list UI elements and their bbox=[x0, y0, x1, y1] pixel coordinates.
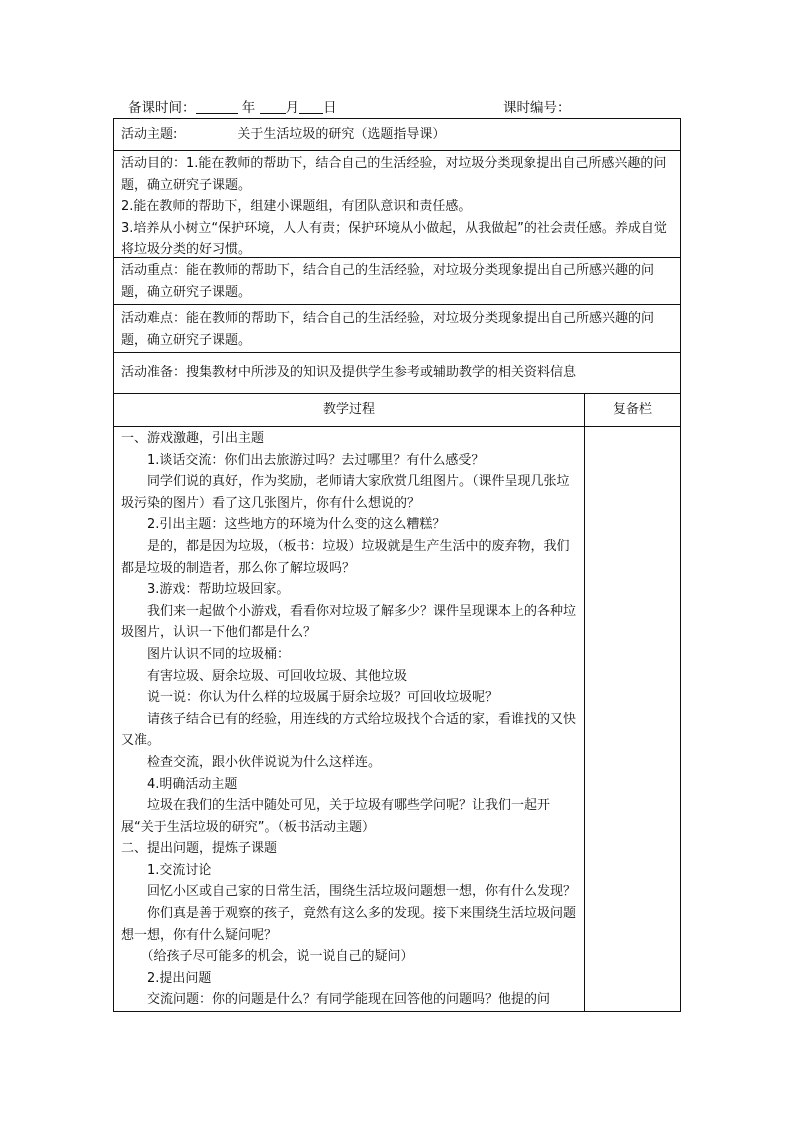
year-label: 年 bbox=[241, 100, 256, 116]
row-divider bbox=[114, 150, 680, 151]
teaching-process bbox=[121, 428, 579, 1011]
topic-value: 关于生活垃圾的研究（选题指导课） bbox=[237, 127, 446, 142]
paragraph: 1.交流讨论 bbox=[147, 862, 212, 878]
topic-label: 活动主题: bbox=[121, 127, 178, 142]
day-label: 日 bbox=[323, 100, 337, 116]
process-column-header: 教学过程 bbox=[322, 402, 375, 417]
paragraph: 说一说：你认为什么样的垃圾属于厨余垃圾？可回收垃圾呢？ bbox=[147, 690, 499, 706]
key-point-value: 能在教师的帮助下，结合自己的生活经验，对垃圾分类现象提出自己所感兴趣的问题，确立研究子课题。 bbox=[121, 263, 655, 300]
preparation-label: 活动准备： bbox=[121, 365, 187, 380]
goals-label: 活动目的： bbox=[121, 156, 187, 171]
column-divider bbox=[584, 393, 585, 1011]
paragraph: 3.游戏：帮助垃圾回家。 bbox=[147, 582, 290, 598]
goal-2: 2.能在教师的帮助下，组建小课题组，有团队意识和责任感。 bbox=[121, 199, 472, 215]
lesson-no-label: 课时编号： bbox=[503, 100, 571, 116]
section-heading: 二、提出问题，提炼子课题 bbox=[121, 841, 278, 857]
lesson-plan-table bbox=[113, 118, 681, 1012]
difficulty-row bbox=[121, 308, 673, 351]
paragraph: 2.引出主题：这些地方的环境为什么变的这么糟糕？ bbox=[147, 517, 446, 533]
row-divider bbox=[114, 426, 680, 427]
month-blank[interactable] bbox=[260, 99, 286, 114]
day-blank[interactable] bbox=[299, 99, 323, 114]
key-point-row bbox=[121, 260, 673, 303]
paragraph: 4.明确活动主题 bbox=[147, 776, 238, 792]
paragraph: 你们真是善于观察的孩子，竟然有这么多的发现。接下来围绕生活垃圾问题想一想，你有什么疑问呢？ bbox=[121, 906, 577, 943]
preparation-row bbox=[121, 362, 673, 384]
difficulty-value: 能在教师的帮助下，结合自己的生活经验，对垃圾分类现象提出自己所感兴趣的问题，确立研究子课题。 bbox=[121, 311, 655, 348]
paragraph: 有害垃圾、厨余垃圾、可回收垃圾、其他垃圾 bbox=[147, 668, 408, 684]
paragraph: 垃圾在我们的生活中随处可见，关于垃圾有哪些学问呢？让我们一起开展“关于生活垃圾的研究”。（板书活动主题） bbox=[121, 798, 551, 835]
header-line bbox=[128, 97, 648, 119]
paragraph: 我们来一起做个小游戏，看看你对垃圾了解多少？课件呈现课本上的各种垃圾图片，认识一下他们都是什么？ bbox=[121, 603, 577, 641]
preparation-value: 搜集教材中所涉及的知识及提供学生参考或辅助教学的相关资料信息 bbox=[186, 365, 577, 380]
paragraph: 回忆小区或自己家的日常生活，围绕生活垃圾问题想一想，你有什么发现？ bbox=[147, 884, 577, 900]
row-divider bbox=[114, 304, 680, 305]
section-heading: 一、游戏激趣，引出主题 bbox=[121, 431, 265, 446]
paragraph: 检查交流，跟小伙伴说说为什么这样连。 bbox=[147, 754, 382, 770]
goal-1: 1.能在教师的帮助下，结合自己的生活经验，对垃圾分类现象提出自己所感兴趣的问题，确立研究子课题。 bbox=[121, 156, 667, 193]
key-point-label: 活动重点： bbox=[121, 263, 187, 278]
paragraph: 同学们说的真好，作为奖励，老师请大家欣赏几组图片。（课件呈现几张垃圾污染的图片）看了这几张图片，你有什么想说的？ bbox=[121, 474, 570, 511]
paragraph: 1.谈话交流：你们出去旅游过吗？去过哪里？有什么感受？ bbox=[147, 452, 485, 468]
paragraph: 请孩子结合已有的经验，用连线的方式给垃圾找个合适的家，看谁找的又快又准。 bbox=[121, 711, 577, 749]
paragraph: 交流问题：你的问题是什么？有同学能现在回答他的问题吗？他提的问 bbox=[147, 992, 551, 1008]
topic-row bbox=[121, 124, 673, 146]
row-divider bbox=[114, 352, 680, 353]
prep-time-label: 备课时间： bbox=[128, 100, 196, 116]
year-blank[interactable] bbox=[196, 99, 238, 114]
goals-row bbox=[121, 153, 673, 261]
paragraph: （给孩子尽可能多的机会，说一说自己的疑问） bbox=[140, 949, 414, 965]
goal-3: 3.培养从小树立“保护环境，人人有责；保护环境从小做起，从我做起”的社会责任感。养成自觉将垃圾分类的好习惯。 bbox=[121, 220, 667, 258]
month-label: 月 bbox=[285, 100, 300, 116]
notes-column-header: 复备栏 bbox=[612, 402, 652, 417]
difficulty-label: 活动难点： bbox=[121, 311, 187, 326]
paragraph: 是的，都是因为垃圾，（板书：垃圾）垃圾就是生产生活中的废弃物，我们都是垃圾的制造者，那么你了解垃圾吗？ bbox=[121, 538, 570, 576]
row-divider bbox=[114, 393, 680, 394]
paragraph: 2.提出问题 bbox=[147, 970, 212, 986]
paragraph: 图片认识不同的垃圾桶： bbox=[147, 646, 291, 662]
